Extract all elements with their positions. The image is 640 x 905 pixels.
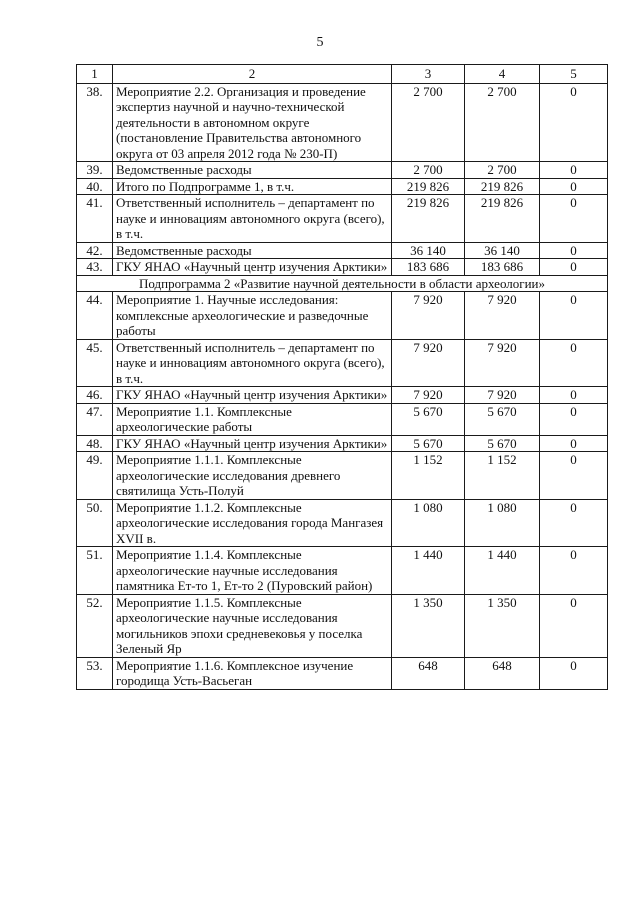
row-value-col5: 0 [540,259,608,276]
row-value-col5: 0 [540,178,608,195]
row-value-col4: 219 826 [465,178,540,195]
row-description: Ведомственные расходы [113,242,392,259]
column-header: 4 [465,65,540,84]
table-row [77,83,608,162]
table-row [77,339,608,387]
table-row [77,195,608,243]
row-value-col3: 183 686 [392,259,465,276]
row-description: Мероприятие 1.1.2. Комплексные археологические исследования города Мангазея XVII в. [113,499,392,547]
row-value-col3: 2 700 [392,83,465,162]
row-value-col4: 7 920 [465,292,540,340]
column-header: 5 [540,65,608,84]
row-value-col4: 219 826 [465,195,540,243]
row-value-col5: 0 [540,499,608,547]
row-value-col4: 1 080 [465,499,540,547]
row-description: Мероприятие 1.1.4. Комплексные археологические научные исследования памятника Ет-то 1, Ет-то 2 (Пуровский район) [113,547,392,595]
section-title: Подпрограмма 2 «Развитие научной деятельности в области археологии» [77,275,608,292]
row-number: 47. [77,403,113,435]
budget-table [76,64,608,690]
table-row [77,594,608,657]
row-value-col3: 5 670 [392,435,465,452]
row-number: 39. [77,162,113,179]
row-number: 53. [77,657,113,689]
row-value-col3: 7 920 [392,339,465,387]
row-value-col4: 5 670 [465,403,540,435]
row-description: Мероприятие 1.1.1. Комплексные археологические исследования древнего святилища Усть-Полуй [113,452,392,500]
row-description: Ведомственные расходы [113,162,392,179]
row-number: 50. [77,499,113,547]
table-row [77,162,608,179]
table-row [77,435,608,452]
row-value-col4: 2 700 [465,83,540,162]
row-description: ГКУ ЯНАО «Научный центр изучения Арктики» [113,259,392,276]
row-value-col5: 0 [540,162,608,179]
row-value-col4: 2 700 [465,162,540,179]
row-description: Мероприятие 2.2. Организация и проведение экспертиз научной и научно-технической деятельности в автономном округе (постановление Правительства автономного округа от 03 апреля 2012 года № 230-П) [113,83,392,162]
row-value-col3: 7 920 [392,292,465,340]
column-header: 3 [392,65,465,84]
table-row [77,292,608,340]
row-description: Мероприятие 1. Научные исследования: комплексные археологические и разведочные работы [113,292,392,340]
section-row [77,275,608,292]
row-value-col3: 648 [392,657,465,689]
row-value-col4: 7 920 [465,339,540,387]
row-number: 40. [77,178,113,195]
row-value-col3: 5 670 [392,403,465,435]
row-value-col3: 219 826 [392,178,465,195]
table-header-row [77,65,608,84]
column-header: 1 [77,65,113,84]
row-value-col4: 1 152 [465,452,540,500]
row-value-col4: 36 140 [465,242,540,259]
row-description: Мероприятие 1.1. Комплексные археологические работы [113,403,392,435]
row-value-col4: 7 920 [465,387,540,404]
row-value-col3: 2 700 [392,162,465,179]
row-value-col3: 7 920 [392,387,465,404]
row-number: 49. [77,452,113,500]
row-description: Итого по Подпрограмме 1, в т.ч. [113,178,392,195]
row-number: 45. [77,339,113,387]
row-value-col4: 5 670 [465,435,540,452]
row-description: ГКУ ЯНАО «Научный центр изучения Арктики» [113,435,392,452]
row-value-col5: 0 [540,547,608,595]
row-value-col3: 219 826 [392,195,465,243]
table-row [77,547,608,595]
page-number: 5 [316,35,324,50]
row-value-col5: 0 [540,403,608,435]
row-number: 41. [77,195,113,243]
table-row [77,387,608,404]
table-row [77,178,608,195]
row-number: 38. [77,83,113,162]
row-description: Мероприятие 1.1.6. Комплексное изучение городища Усть-Васьеган [113,657,392,689]
row-value-col3: 1 350 [392,594,465,657]
row-value-col3: 1 440 [392,547,465,595]
row-description: ГКУ ЯНАО «Научный центр изучения Арктики» [113,387,392,404]
row-number: 52. [77,594,113,657]
budget-table-body [77,65,608,690]
row-number: 48. [77,435,113,452]
row-value-col5: 0 [540,83,608,162]
row-value-col5: 0 [540,387,608,404]
row-value-col3: 36 140 [392,242,465,259]
row-description: Ответственный исполнитель – департамент по науке и инновациям автономного округа (всего), в т.ч. [113,195,392,243]
row-value-col5: 0 [540,594,608,657]
row-number: 43. [77,259,113,276]
row-value-col4: 183 686 [465,259,540,276]
row-value-col4: 1 440 [465,547,540,595]
row-number: 46. [77,387,113,404]
row-value-col5: 0 [540,339,608,387]
table-row [77,242,608,259]
row-value-col5: 0 [540,435,608,452]
row-value-col5: 0 [540,195,608,243]
row-value-col4: 1 350 [465,594,540,657]
table-row [77,452,608,500]
table-row [77,259,608,276]
row-value-col5: 0 [540,657,608,689]
row-value-col5: 0 [540,452,608,500]
row-number: 51. [77,547,113,595]
table-row [77,499,608,547]
row-number: 42. [77,242,113,259]
row-value-col3: 1 080 [392,499,465,547]
row-description: Ответственный исполнитель – департамент по науке и инновациям автономного округа (всего), в т.ч. [113,339,392,387]
table-row [77,403,608,435]
column-header: 2 [113,65,392,84]
row-number: 44. [77,292,113,340]
row-value-col5: 0 [540,292,608,340]
row-value-col4: 648 [465,657,540,689]
row-description: Мероприятие 1.1.5. Комплексные археологические научные исследования могильников эпохи средневековья у поселка Зеленый Яр [113,594,392,657]
row-value-col3: 1 152 [392,452,465,500]
row-value-col5: 0 [540,242,608,259]
table-row [77,657,608,689]
